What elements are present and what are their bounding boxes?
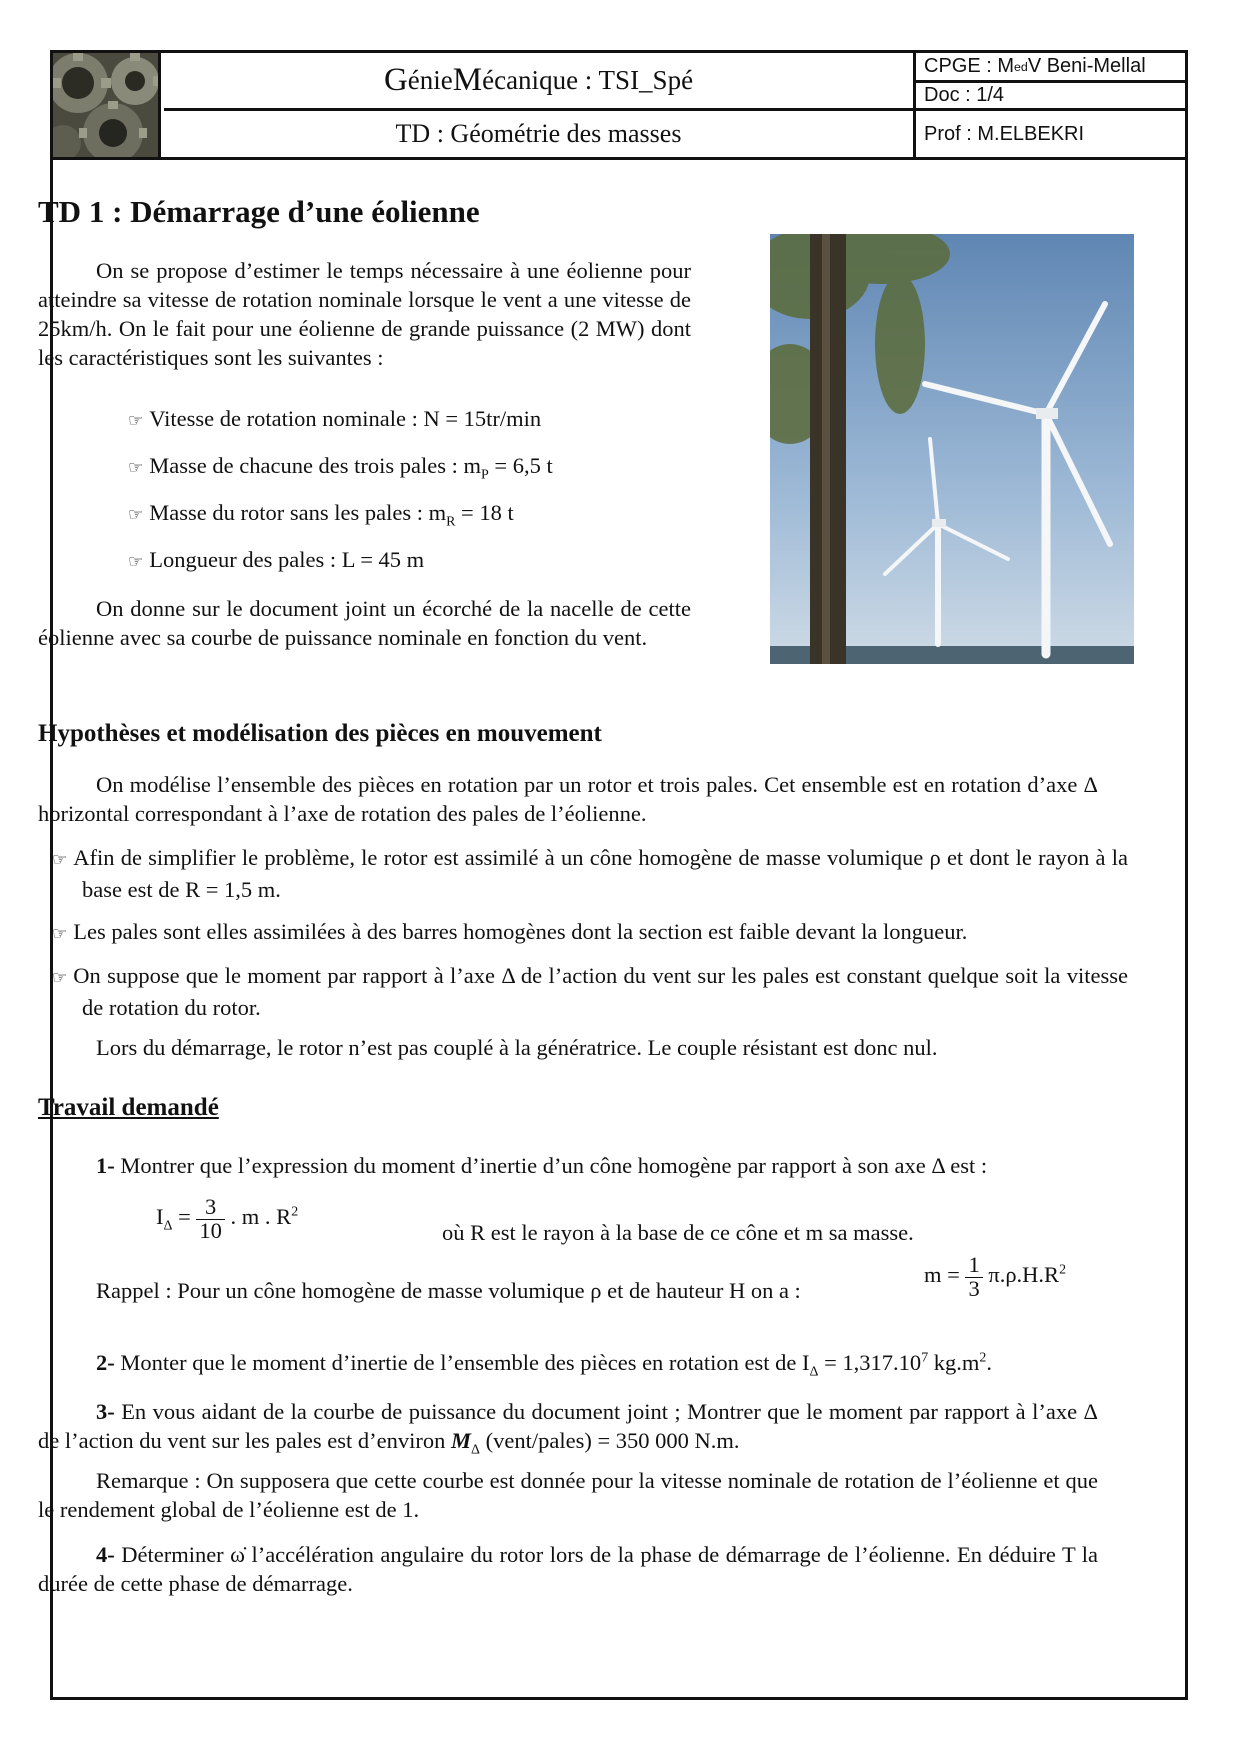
pointing-hand-icon: ☞ (52, 850, 68, 870)
inertia-formula (156, 1196, 298, 1242)
question-text: kg.m (928, 1350, 980, 1375)
pointing-hand-icon: ☞ (52, 924, 68, 944)
feature-text: = 18 t (455, 500, 514, 525)
remarque-paragraph: Remarque : On supposera que cette courbe est donnée pour la vitesse nominale de rotation de l’éolienne et que le rendement global de l’éolienne est de 1. (38, 1468, 1098, 1522)
formula-exponent: 2 (291, 1204, 299, 1220)
feature-sub: P (481, 467, 489, 483)
hypothesis-item (52, 843, 1128, 904)
question-sup: 7 (921, 1350, 929, 1366)
gear-logo (53, 53, 161, 157)
question-2 (96, 1348, 1098, 1380)
fraction-denominator: 3 (968, 1275, 980, 1301)
rappel-text: Rappel : Pour un cône homogène de masse volumique ρ et de hauteur H on a : (96, 1278, 801, 1303)
intro-paragraph: On se propose d’estimer le temps nécessaire à une éolienne pour atteindre sa vitesse de rotation nominale lorsque le vent a une vitesse de 25km/h. On le fait pour une éolienne de grande puissance (2 MW) dont les caractéristiques sont les suivantes : (38, 258, 691, 370)
header-cpge: CPGE : M ed V Beni-Mellal (916, 53, 1185, 83)
question-number: 3- (96, 1399, 115, 1424)
question-3 (38, 1397, 1098, 1458)
doc-note-paragraph: On donne sur le document joint un écorché de la nacelle de cette éolienne avec sa courbe de puissance nominale en fonction du vent. (38, 596, 691, 650)
wind-turbine-photo (770, 234, 1134, 664)
fraction-numerator: 1 (965, 1254, 982, 1278)
pointing-hand-icon: ☞ (128, 552, 144, 572)
mass-formula (924, 1254, 1066, 1300)
title-letter-m: M (452, 62, 483, 98)
cpge-prefix: CPGE : M (924, 55, 1015, 77)
fraction-denominator: 10 (199, 1217, 222, 1243)
header-subtitle: TD : Géométrie des masses (164, 111, 916, 157)
question-text: . (986, 1350, 993, 1375)
feature-item (128, 404, 541, 436)
hypothesis-text: Les pales sont elles assimilées à des barres homogènes dont la section est faible devant la longueur. (73, 919, 968, 944)
cpge-suffix: V Beni-Mellal (1027, 55, 1146, 77)
formula-part: . m . R (224, 1204, 292, 1230)
title-letter-g: G (383, 62, 408, 98)
feature-text: = 6,5 t (488, 453, 553, 478)
hypothesis-text: On suppose que le moment par rapport à l’axe Δ de l’action du vent sur les pales est constant quelque soit la vitesse de rotation du rotor. (73, 963, 1128, 1020)
feature-text: Masse de chacune des trois pales : m (149, 453, 482, 478)
omega-dot-symbol: ω̇ (230, 1542, 245, 1567)
pointing-hand-icon: ☞ (52, 968, 68, 988)
question-text: Déterminer (114, 1542, 231, 1567)
fraction (965, 1254, 982, 1300)
moment-symbol: M (451, 1428, 472, 1453)
feature-item (128, 498, 514, 530)
fraction-numerator: 3 (196, 1196, 225, 1220)
feature-sub: R (446, 514, 456, 530)
hypothesis-item (52, 917, 1128, 949)
header-title (164, 53, 916, 111)
question-number: 2- (96, 1350, 115, 1375)
title-part: écanique : TSI_Spé (482, 65, 694, 95)
question-4 (38, 1540, 1098, 1598)
question-text: (vent/pales) = 350 000 N.m. (480, 1428, 740, 1453)
question-text: Monter que le moment d’inertie de l’ensemble des pièces en rotation est de I (114, 1350, 810, 1375)
question-text: l’accélération angulaire du rotor lors de la phase de démarrage de l’éolienne. En déduire T la durée de cette phase de démarrage. (38, 1542, 1099, 1596)
question-number: 1- (96, 1153, 115, 1178)
question-1 (96, 1151, 1098, 1180)
pointing-hand-icon: ☞ (128, 411, 144, 431)
question-sub: Δ (809, 1364, 819, 1380)
header-doc: Doc : 1/4 (916, 83, 1185, 111)
pointing-hand-icon: ☞ (128, 458, 144, 478)
header (53, 53, 1185, 160)
title-part: énie (407, 65, 453, 95)
feature-item (128, 545, 424, 577)
formula-sub: Δ (163, 1218, 173, 1234)
hypothesis-item (52, 961, 1128, 1022)
formula-part: = (172, 1204, 197, 1230)
feature-text: Masse du rotor sans les pales : m (149, 500, 447, 525)
hypotheses-paragraph: On modélise l’ensemble des pièces en rotation par un rotor et trois pales. Cet ensemble est en rotation d’axe Δ horizontal correspondant à l’axe de rotation des pales de l’éolienne. (38, 772, 1098, 826)
formula-exponent: 2 (1059, 1262, 1067, 1278)
pointing-hand-icon: ☞ (128, 505, 144, 525)
fraction (196, 1196, 225, 1242)
feature-item (128, 451, 553, 483)
feature-text: Longueur des pales : L = 45 m (149, 547, 425, 572)
startup-paragraph: Lors du démarrage, le rotor n’est pas couplé à la génératrice. Le couple résistant est donc nul. (96, 1035, 938, 1060)
formula-note: où R est le rayon à la base de ce cône et m sa masse. (442, 1220, 914, 1245)
formula-part: π.ρ.H.R (982, 1262, 1060, 1288)
td-title: TD 1 : Démarrage d’une éolienne (38, 194, 480, 229)
question-text: = 1,317.10 (818, 1350, 922, 1375)
hypothesis-text: Afin de simplifier le problème, le rotor est assimilé à un cône homogène de masse volumique ρ et dont le rayon à la base est de R = 1,5 m. (73, 845, 1128, 902)
formula-part: m = (924, 1262, 966, 1288)
question-sub: Δ (471, 1442, 480, 1458)
question-text: En vous aidant de la courbe de puissance du document joint ; Montrer que le moment par rapport à l’axe Δ de l’action du vent sur les pales est d’environ (38, 1399, 1098, 1453)
feature-text: Vitesse de rotation nominale : N = 15tr/min (149, 406, 542, 431)
header-prof: Prof : M.ELBEKRI (924, 122, 1085, 145)
question-sup: 2 (979, 1350, 987, 1366)
question-number: 4- (96, 1542, 115, 1567)
formula-part: I (156, 1204, 164, 1230)
hypotheses-heading: Hypothèses et modélisation des pièces en mouvement (38, 720, 602, 747)
travail-heading: Travail demandé (38, 1094, 219, 1121)
question-text: Montrer que l’expression du moment d’inertie d’un cône homogène par rapport à son axe Δ est : (114, 1153, 988, 1178)
